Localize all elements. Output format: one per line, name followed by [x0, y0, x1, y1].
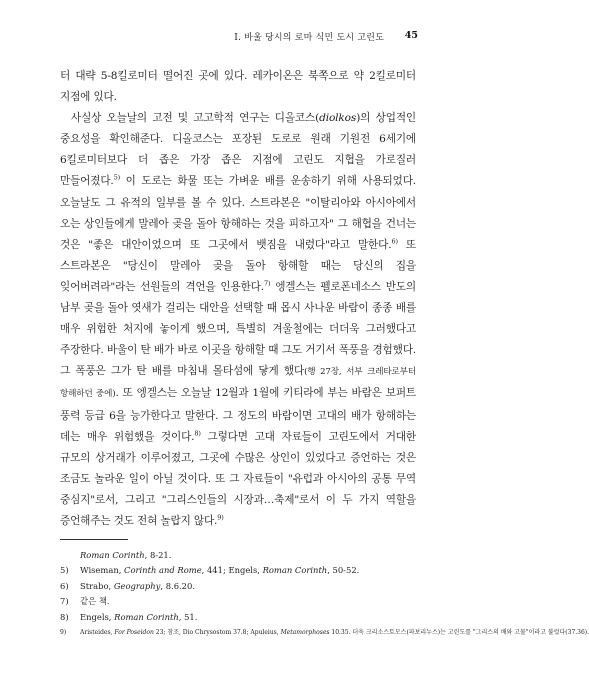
footnote-text: 23; 참조, Dio Chrysostom 37.8; Apuleius,	[153, 629, 281, 637]
footnote-number: 7)	[60, 596, 69, 607]
footnote-item	[60, 563, 420, 578]
page-header	[0, 30, 470, 48]
footnote-item	[60, 610, 420, 625]
footnote-text: , 8.6.20.	[160, 580, 195, 591]
diolkos-term: diolkos	[319, 112, 357, 125]
footnote-ref-8[interactable]: 8)	[194, 429, 201, 438]
footnote-ref-9[interactable]: 9)	[217, 513, 224, 522]
footnote-number: 6)	[60, 580, 69, 591]
footnote-text: Strabo,	[80, 580, 114, 591]
footnote-ref-6[interactable]: 6)	[391, 237, 398, 246]
footnote-title: Roman Corinth	[114, 611, 179, 622]
footnote-number: 5)	[60, 565, 69, 576]
paragraph-continued: 터 대략 5-8킬로미터 떨어진 곳에 있다. 레카이온은 북쪽으로 약 2킬로미터 지점에 있다.	[60, 70, 416, 104]
footnote-item	[60, 579, 420, 594]
inline-parenthetical: (행 27장, 서부 크레타로부터 항해하던 중에)	[60, 367, 416, 400]
footnote-text: , 50-52.	[327, 565, 360, 576]
footnote-ref-7[interactable]: 7)	[263, 279, 271, 288]
footnote-title: Corinth and Rome	[124, 565, 202, 576]
running-head: I. 바울 당시의 로마 식민 도시 고린도	[234, 33, 384, 43]
footnote-text: 10.35. 더욱 크리소스토모스(파보리누스)는 고린도를 "그리스의 배와 고물"이라고 불렀다(37.36).	[329, 629, 589, 637]
footnote-item	[60, 548, 420, 563]
footnote-text: Wiseman,	[80, 565, 125, 576]
footnote-text: 같은 책.	[80, 596, 110, 607]
footnote-title: For Poseidon	[114, 629, 154, 637]
footnotes	[60, 548, 589, 640]
page-number: 45	[404, 30, 418, 41]
footnote-number: 9)	[60, 629, 67, 637]
footnote-text: Aristeides,	[80, 629, 115, 637]
footnote-text: Engels,	[80, 611, 115, 622]
footnote-text: , 51.	[178, 611, 198, 622]
footnote-title: Metamorphoses	[280, 629, 330, 637]
paragraph-diolkos: 사실상 오늘날의 고전 및 고고학적 연구는 디올코스(diolkos)의 상업적인 중요성을 확인해준다. 디올코스는 포장된 도로로 원래 기원전 6세기에 6킬로미터보다 더 좁은 가장 좁은 지점에 고린도 지협을 가로질러 만들어졌다.$^{5)}$ 이 도로는 화물 또는 가벼운 배를 운송하기 위해 사용되었다. 오늘날도 그 유적의 일부를 볼 수 있다. 스트라본은 "이탈리아와 아시아에서 오는 상인들에게 말레아 곶을 돌아 항해하는 것을 피하고자" 그 해협을 건너는 것은 "좋은 대안이었으며 또 그곳에서 뱃짐을 내렸다"라고 말한다.$^{6)}$ 또 스트라본은 "당신이 말레아 곶을 돌아 항해할 때는 당신의 집을 잊어버려라"라는 선원들의 격언을 인용한다.$^{7)}$ 엥겔스는 펠로폰네소스 반도의 남부 곶을 돌아 엿새가 걸리는 대안을 선택할 때 몹시 사나운 바람이 종종 배를 매우 위험한 처지에 놓이게 했으며, 특별히 겨울철에는 더더욱 그러했다고 주장한다. 바울이 탄 배가 바로 이곳을 항해할 때 그도 거기서 폭풍을 경험했다. 그 폭풍은 그가 탄 배를 마침내 몰타섬에 닿게 했다(행 27장, 서부 크레타로부터 항해하던 중에). 또 엥겔스는 오늘날 12월과 1월에 키티라에 부는 바람은 보퍼트 풍력 등급 6을 능가한다고 말한다. 그 정도의 바람이면 고대의 배가 항해하는 데는 매우 위험했을 것이다.$^{8)}$ 그렇다면 고대 자료들이 고린도에서 거대한 규모의 상거래가 이루어졌고, 그곳에 수많은 상인이 있었다고 증언하는 것은 조금도 놀라운 일이 아닐 것이다. 또 그 자료들이 "유럽과 아시아의 공통 무역 중심지"로서, 그리고 "그리스인들의 시장과…축제"로서 이 두 가지 역할을 증언해주는 것도 전혀 놀랍지 않다.$^{9)}$	[60, 112, 417, 527]
footnote-title: Geography	[113, 580, 161, 591]
footnote-number: 8)	[60, 611, 69, 622]
footnote-text: , 8-21.	[144, 550, 172, 560]
footnote-title: Roman Corinth	[80, 550, 145, 560]
footnote-title: Roman Corinth	[262, 565, 328, 576]
footnote-text: , 441; Engels,	[201, 565, 263, 576]
body-text	[60, 66, 416, 532]
footnote-item	[60, 625, 589, 640]
footnote-ref-5[interactable]: 5)	[113, 173, 121, 182]
footnote-divider	[60, 539, 128, 540]
footnote-item	[60, 594, 420, 609]
